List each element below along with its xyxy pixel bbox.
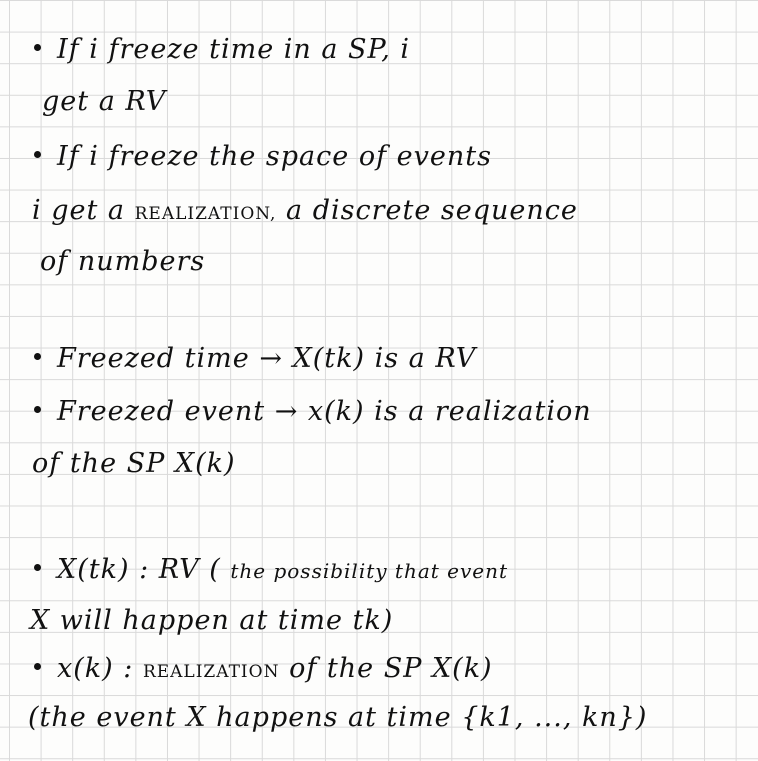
note-line-b1-1 bbox=[34, 33, 410, 67]
note-line-b2-2 bbox=[32, 194, 578, 231]
note-small: the possibility that event bbox=[230, 559, 509, 583]
note-text: If i freeze the space of events bbox=[57, 141, 492, 172]
note-caps: REALIZATION, bbox=[134, 204, 277, 224]
note-text: i get a bbox=[32, 195, 126, 226]
note-text: Freezed event → x(k) is a realization bbox=[57, 396, 592, 427]
note-text: get a RV bbox=[42, 86, 167, 117]
note-line-b5-1 bbox=[34, 553, 508, 588]
note-caps: REALIZATION bbox=[142, 662, 280, 682]
note-text: a discrete sequence bbox=[286, 195, 578, 226]
note-line-b4-2 bbox=[32, 447, 236, 481]
note-text: of numbers bbox=[40, 246, 206, 277]
note-text: Freezed time → X(tk) is a RV bbox=[57, 343, 477, 374]
note-text: X(tk) : RV ( bbox=[57, 554, 221, 585]
note-line-b1-2 bbox=[42, 85, 166, 119]
note-line-b5-2 bbox=[30, 604, 393, 638]
note-line-b6-1 bbox=[34, 652, 493, 689]
note-text: of the SP X(k) bbox=[289, 653, 493, 684]
note-text: X will happen at time tk) bbox=[30, 605, 394, 636]
bullet-icon bbox=[34, 151, 41, 158]
note-line-b6-2 bbox=[28, 701, 647, 735]
note-line-b4-1 bbox=[34, 395, 592, 429]
bullet-icon bbox=[34, 663, 41, 670]
bullet-icon bbox=[34, 353, 41, 360]
note-line-b2-3 bbox=[40, 245, 205, 279]
note-text: If i freeze time in a SP, i bbox=[57, 34, 411, 65]
bullet-icon bbox=[34, 44, 41, 51]
note-line-b3-1 bbox=[34, 342, 476, 376]
bullet-icon bbox=[34, 564, 41, 571]
bullet-icon bbox=[34, 406, 41, 413]
note-text: (the event X happens at time {k1, ..., kn}) bbox=[28, 702, 648, 733]
note-line-b2-1 bbox=[34, 140, 492, 174]
note-text: x(k) : bbox=[57, 653, 134, 684]
note-text: of the SP X(k) bbox=[32, 448, 236, 479]
